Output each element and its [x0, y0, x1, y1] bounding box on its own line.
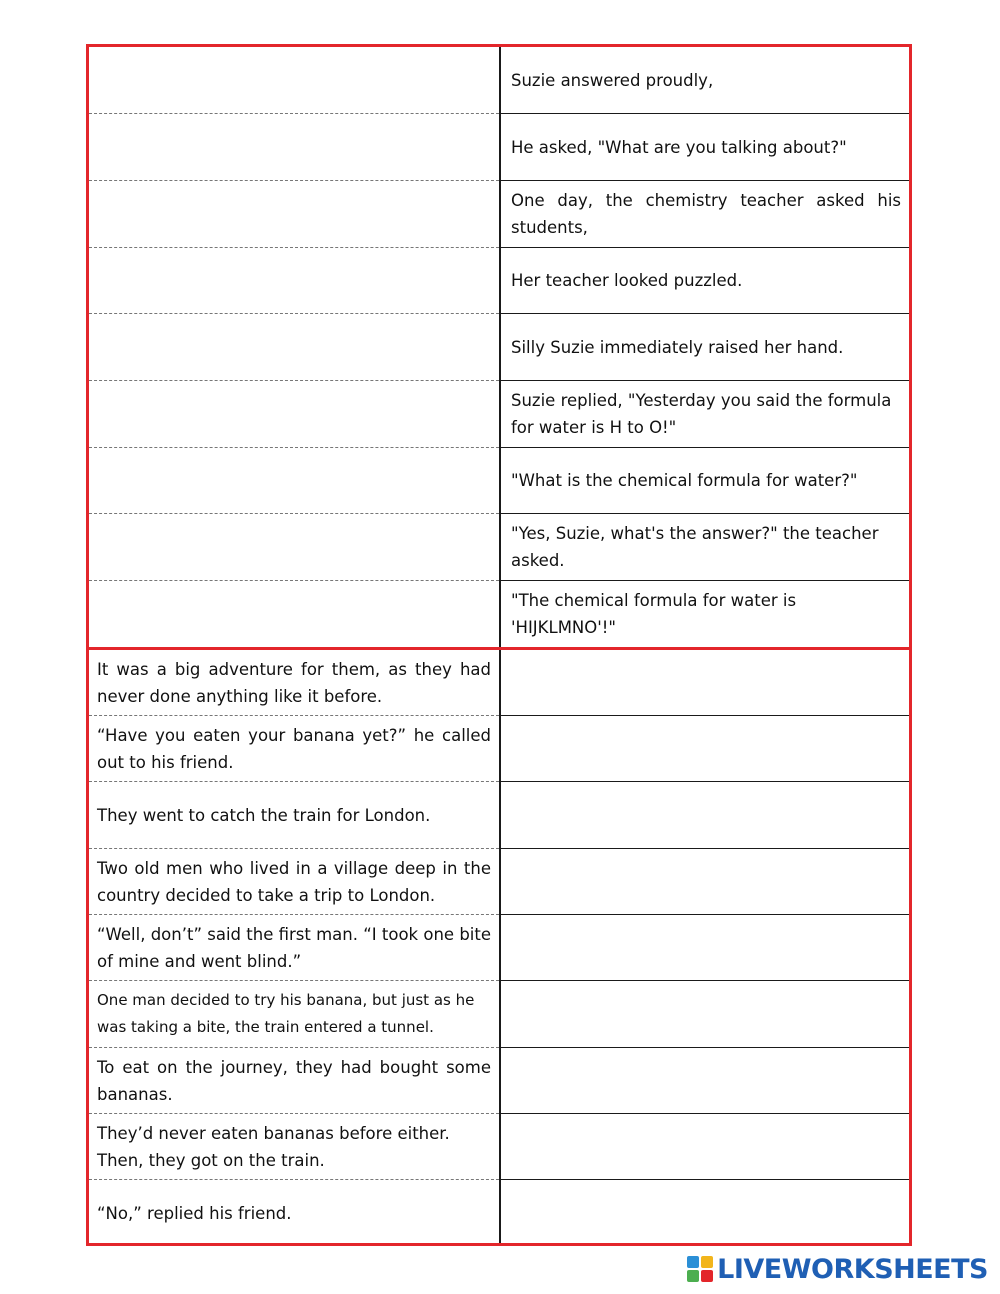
sentence-cell[interactable]: One man decided to try his banana, but just as he was taking a bite, the train entered a tunnel. — [89, 981, 499, 1048]
sentence-cell[interactable]: "Yes, Suzie, what's the answer?" the teacher asked. — [501, 514, 909, 581]
sentence-cell[interactable]: Suzie replied, "Yesterday you said the formula for water is H to O!" — [501, 381, 909, 448]
sentence-cell[interactable]: Two old men who lived in a village deep in the country decided to take a trip to London. — [89, 849, 499, 915]
answer-drop-cell[interactable] — [89, 381, 499, 448]
answer-drop-cell[interactable] — [501, 1180, 909, 1246]
liveworksheets-logo-icon — [687, 1256, 713, 1282]
sentence-cell[interactable]: “Well, don’t” said the first man. “I took one bite of mine and went blind.” — [89, 915, 499, 981]
answer-drop-cell[interactable] — [501, 1048, 909, 1114]
answer-drop-cell[interactable] — [89, 181, 499, 248]
sentence-cell[interactable]: "What is the chemical formula for water?" — [501, 448, 909, 514]
sentence-cell[interactable]: It was a big adventure for them, as they had never done anything like it before. — [89, 650, 499, 716]
answer-drop-cell[interactable] — [501, 915, 909, 981]
sentence-cell[interactable]: To eat on the journey, they had bought some bananas. — [89, 1048, 499, 1114]
column-divider — [499, 650, 501, 1243]
answer-drop-cell[interactable] — [89, 114, 499, 181]
answer-drop-cell[interactable] — [89, 47, 499, 114]
answer-drop-cell[interactable] — [501, 1114, 909, 1180]
sentence-cell[interactable]: Suzie answered proudly, — [501, 47, 909, 114]
bottom-section — [89, 647, 909, 1243]
sentence-cell[interactable]: They went to catch the train for London. — [89, 782, 499, 849]
answer-drop-cell[interactable] — [89, 514, 499, 581]
answer-drop-cell[interactable] — [501, 650, 909, 716]
answer-drop-cell[interactable] — [501, 849, 909, 915]
sentence-cell[interactable]: Silly Suzie immediately raised her hand. — [501, 314, 909, 381]
answer-drop-cell[interactable] — [89, 314, 499, 381]
sentence-cell[interactable]: "The chemical formula for water is 'HIJKLMNO'!" — [511, 591, 797, 637]
brand-wordmark: LIVEWORKSHEETS — [717, 1253, 988, 1285]
answer-drop-cell[interactable] — [501, 981, 909, 1048]
sentence-cell[interactable]: “Have you eaten your banana yet?” he called out to his friend. — [89, 716, 499, 782]
answer-drop-cell[interactable] — [501, 716, 909, 782]
column-divider — [499, 47, 501, 647]
worksheet-table — [86, 44, 912, 1246]
sentence-cell[interactable]: One day, the chemistry teacher asked his students, — [501, 181, 909, 248]
answer-drop-cell[interactable] — [89, 581, 499, 647]
answer-drop-cell[interactable] — [501, 782, 909, 849]
sentence-cell[interactable]: Her teacher looked puzzled. — [501, 248, 909, 314]
sentence-cell[interactable]: They’d never eaten bananas before either. Then, they got on the train. — [89, 1114, 499, 1180]
sentence-cell[interactable]: He asked, "What are you talking about?" — [501, 114, 909, 181]
answer-drop-cell[interactable] — [89, 448, 499, 514]
answer-drop-cell[interactable] — [89, 248, 499, 314]
liveworksheets-brand — [687, 1252, 988, 1286]
sentence-cell[interactable]: “No,” replied his friend. — [97, 1203, 292, 1223]
top-section — [89, 47, 909, 647]
